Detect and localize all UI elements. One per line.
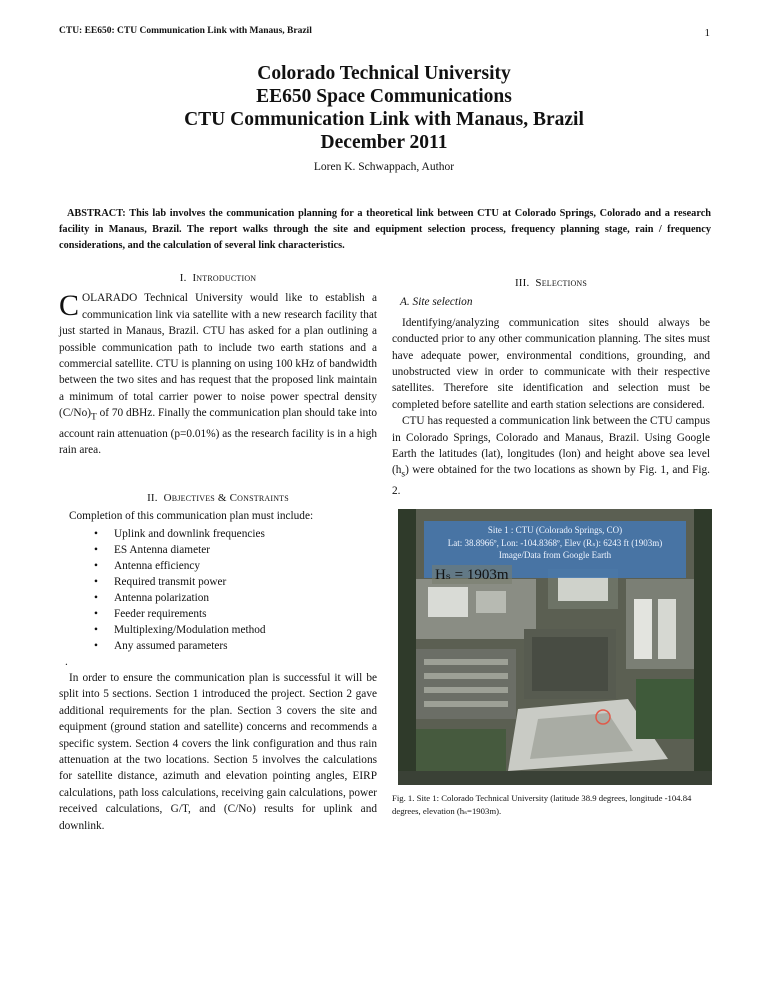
intro-body-end: of 70 dBHz. Finally the communication plan should take into account rain attenuation (p=0.01%) as the research facility is in a high rain area. [59, 407, 377, 457]
figure-1-satellite-image [398, 509, 712, 785]
objectives-intro: Completion of this communication plan must include: [69, 510, 314, 523]
left-column [59, 270, 377, 834]
title-block [59, 62, 709, 173]
objectives-paragraph: In order to ensure the communication plan is successful it will be split into 5 sections. Section 1 introduced the project. Section 2 gave additional requirements for the plan. Section 3 covers the site and equipment (ground station and satellite) concerns and recommends a specific system. Section 4 covers the link configuration and thus rain attenuation at the two locations. Section 5 involves the calculations for satellite distance, azimuth and elevation pointing angles, EIRP calculations, path loss calculations, receiving gain calculations, power received calculations, G/T, and (C/No) results for uplink and downlink. [59, 671, 377, 832]
section-title: Selections [535, 277, 588, 289]
title-line-course: EE650 Space Communications [256, 86, 512, 107]
section-heading-introduction [59, 270, 377, 286]
stray-period: . [65, 655, 68, 668]
list-item: • Antenna polarization [114, 590, 377, 606]
height-label: Hₛ = 1903m [432, 565, 512, 584]
section-heading-selections [392, 275, 710, 291]
para2-subscript: s [401, 469, 406, 480]
section-title: Introduction [192, 272, 257, 284]
page-number: 1 [704, 27, 710, 39]
introduction-paragraph [59, 290, 377, 458]
list-item: • Multiplexing/Modulation method [114, 622, 377, 638]
title-line-university: Colorado Technical University [257, 63, 511, 84]
requirements-list [59, 526, 377, 654]
list-item: • Feeder requirements [114, 606, 377, 622]
title-line-date: December 2011 [320, 132, 448, 153]
title-line-project: CTU Communication Link with Manaus, Brazil [184, 109, 584, 130]
intro-subscript: T [91, 412, 97, 423]
site-selection-paragraph-1: Identifying/analyzing communication sites should always be conducted prior to any other communication planning. The sites must have adequate power, environmental conditions, grounding, and unobstructed view in order to communicate with their respective satellites. Therefore site identification and selection must be completed before satellite and earth station selections are considered. [392, 316, 710, 411]
para2-text-a: CTU has requested a communication link between the CTU campus in Colorado Springs, Colorado and Manaus, Brazil. Using Google Earth the latitudes (lat), longitudes (lon) and height above sea level (h [392, 415, 710, 477]
section-numeral: III. [514, 277, 530, 289]
abstract: ABSTRACT: This lab involves the communication planning for a theoretical link between CTU at Colorado Springs, Colorado and a research facility in Manaus, Brazil. The report walks through the site and equipment selection process, frequency planning stage, rain / frequency considerations, and the calculation of several link characteristics. [59, 208, 711, 251]
section-title: Objectives & Constraints [163, 491, 289, 504]
para2-text-b: ) were obtained for the two locations as shown by Fig. 1, and Fig. 2. [392, 464, 710, 498]
list-item: • ES Antenna diameter [114, 542, 377, 558]
author-line: Loren K. Schwappach, Author [313, 161, 455, 173]
lead-word: OLARADO [82, 292, 138, 305]
overlay-line-source: Image/Data from Google Earth [498, 550, 612, 560]
section-heading-objectives [59, 490, 377, 506]
running-header: CTU: EE650: CTU Communication Link with Manaus, Brazil [59, 26, 312, 36]
list-item: • Any assumed parameters [114, 638, 377, 654]
subsection-heading-site-selection: A. Site selection [400, 296, 473, 309]
intro-body: Technical University would like to establish a communication link via satellite with a new research facility that just started in Manaus, Brazil. CTU has asked for a plan outlining a possible communication path to include two earth stations and a commercial satellite. CTU is planning on using 100 kHz of bandwidth between the two sites and has request that the proposed link maintain a minimum of total carrier power to noise power spectral density (C/No) [59, 292, 377, 420]
section-numeral: II. [147, 491, 158, 504]
list-item: • Antenna efficiency [114, 558, 377, 574]
right-column [392, 275, 710, 500]
list-item: • Required transmit power [114, 574, 377, 590]
figure-1-caption: Fig. 1. Site 1: Colorado Technical University (latitude 38.9 degrees, longitude -104.84 degrees, elevation (hₛ=1903m). [392, 793, 692, 816]
section-numeral: I. [179, 272, 187, 284]
overlay-line-coordinates: Lat: 38.8966º, Lon: -104.8368º, Elev (Rₛ): 6243 ft (1903m) [447, 537, 663, 548]
site-selection-paragraph-2 [392, 413, 710, 499]
drop-cap: C [59, 289, 80, 323]
list-item: • Uplink and downlink frequencies [114, 526, 377, 542]
overlay-line-site: Site 1 : CTU (Colorado Springs, CO) [487, 525, 623, 535]
